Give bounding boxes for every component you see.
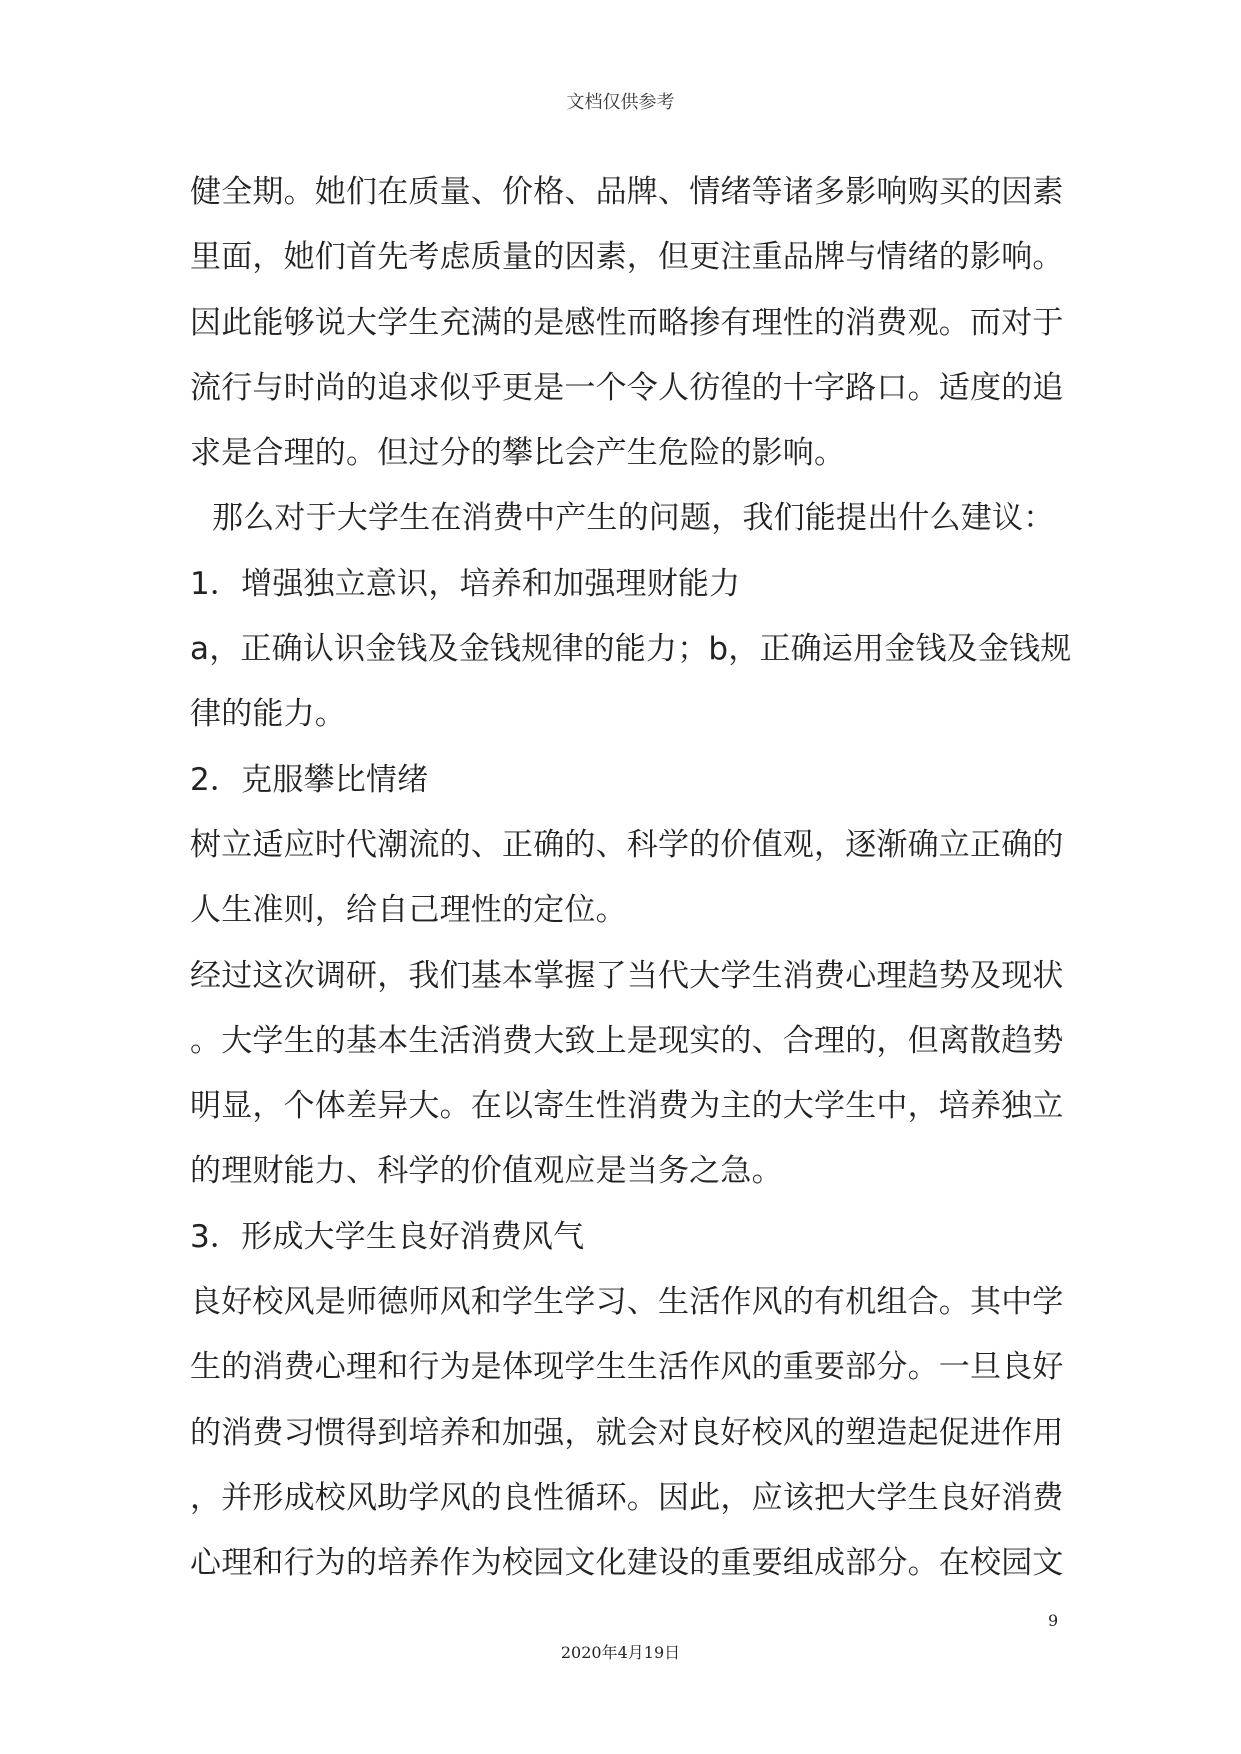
document-body	[190, 160, 1070, 1597]
text-line: 人生准则，给自己理性的定位。	[190, 892, 627, 929]
text-line: 心理和行为的培养作为校园文化建设的重要组成部分。在校园文	[190, 1545, 1064, 1582]
text-line: 良好校风是师德师风和学生学习、生活作风的有机组合。其中学	[190, 1284, 1064, 1321]
text-line: 生的消费心理和行为是体现学生生活作风的重要部分。一旦良好	[190, 1349, 1064, 1386]
text-line: 树立适应时代潮流的、正确的、科学的价值观，逐渐确立正确的	[190, 826, 1064, 863]
text-line: a，正确认识金钱及金钱规律的能力；b，正确运用金钱及金钱规	[190, 631, 1072, 668]
text-line: 的消费习惯得到培养和加强，就会对良好校风的塑造起促进作用	[190, 1414, 1064, 1451]
text-line: 那么对于大学生在消费中产生的问题，我们能提出什么建议：	[212, 500, 1055, 537]
page-number: 9	[1048, 1611, 1059, 1630]
text-line: 律的能力。	[190, 696, 346, 733]
text-line: 的理财能力、科学的价值观应是当务之急。	[190, 1153, 783, 1190]
section-heading-3: 3．形成大学生良好消费风气	[190, 1218, 585, 1255]
section-heading-2: 2．克服攀比情绪	[190, 761, 429, 798]
text-line: 里面，她们首先考虑质量的因素，但更注重品牌与情绪的影响。	[190, 239, 1064, 276]
text-line: 因此能够说大学生充满的是感性而略掺有理性的消费观。而对于	[190, 304, 1064, 341]
section-heading-1: 1．增强独立意识，培养和加强理财能力	[190, 565, 741, 602]
text-line: 健全期。她们在质量、价格、品牌、情绪等诸多影响购买的因素	[190, 174, 1064, 210]
text-line: 。大学生的基本生活消费大致上是现实的、合理的，但离散趋势	[190, 1022, 1064, 1059]
text-line: 经过这次调研，我们基本掌握了当代大学生消费心理趋势及现状	[190, 957, 1064, 994]
page-header: 文档仅供参考	[566, 92, 675, 113]
text-line: 流行与时尚的追求似乎更是一个令人彷徨的十字路口。适度的追	[190, 369, 1064, 406]
text-line: ，并形成校风助学风的良性循环。因此，应该把大学生良好消费	[190, 1479, 1064, 1516]
footer-date: 2020年4月19日	[560, 1643, 681, 1662]
text-line: 求是合理的。但过分的攀比会产生危险的影响。	[190, 435, 846, 472]
text-line: 明显，个体差异大。在以寄生性消费为主的大学生中，培养独立	[190, 1088, 1064, 1125]
